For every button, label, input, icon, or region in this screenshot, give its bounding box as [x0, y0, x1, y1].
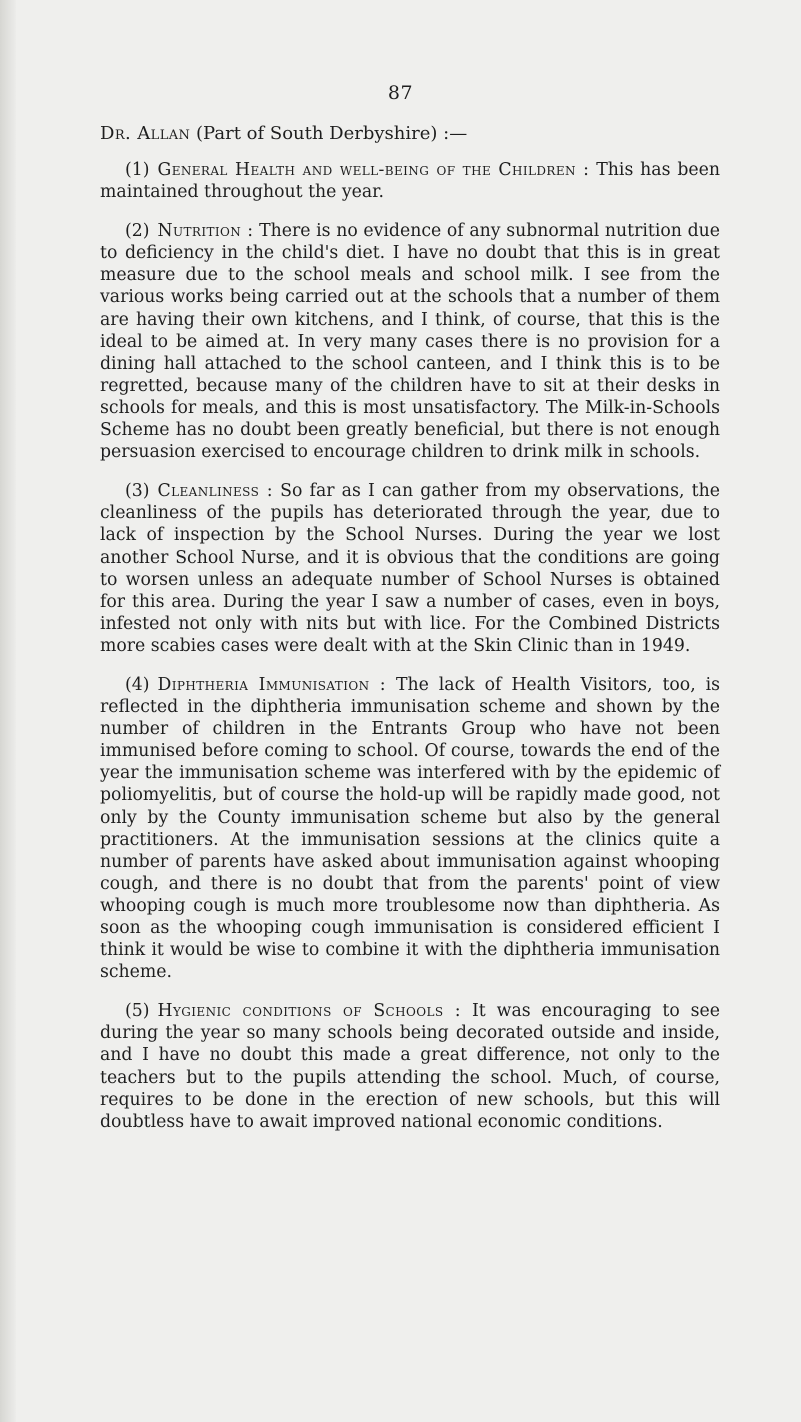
paragraph-title: Diphtheria Immunisation :: [157, 674, 387, 695]
page-number: 87: [387, 82, 414, 104]
section-heading: [100, 123, 720, 145]
heading-doctor-name: Dr. Allan: [100, 123, 191, 144]
heading-area: (Part of South Derbyshire) :—: [196, 123, 468, 144]
paragraph-title: Cleanliness :: [157, 481, 273, 502]
paragraph-title: Nutrition :: [157, 221, 254, 242]
paragraph-text: It was encouraging to see during the year so many schools being decorated outside and inside, and I have no doubt this made a great difference, not only to the teachers but to the pupils attending the school. Much, of course, requires to be done in the erection of new schools, but this will doubtless have to await improved national economic conditions.: [100, 1001, 721, 1132]
paragraph-hygienic-conditions: [100, 1000, 720, 1133]
paragraph-text: The lack of Health Visitors, too, is reflected in the diphtheria immunisation scheme and shown by the number of children in the Entrants Group who have not been immunised before coming to school. Of course, towards the end of the year the immunisation scheme was interfered with by the epidemic of poliomyelitis, but of course the hold-up will be rapidly made good, not only by the County immunisation scheme but also by the general practitioners. At the immunisation sessions at the clinics quite a number of parents have asked about immunisation against whooping cough, and there is no doubt that from the parents' point of view whooping cough is much more troublesome now than diphtheria. As soon as the whooping cough immunisation is considered efficient I think it would be wise to combine it with the diphtheria immunisation scheme.: [100, 674, 720, 983]
paragraph-number: (2): [125, 221, 150, 242]
paragraph-number: (5): [125, 1001, 150, 1022]
paragraph-cleanliness: [100, 480, 720, 657]
paragraph-title: General Health and well-being of the Children :: [157, 160, 590, 180]
paragraph-text: So far as I can gather from my observations, the cleanliness of the pupils has deteriorated through the year, due to lack of inspection by the School Nurses. During the year we lost another School Nurse, and it is obvious that the conditions are going to worsen unless an adequate number of School Nurses is obtained for this area. During the year I saw a number of cases, even in boys, infested not only with nits but with lice. For the Combined Districts more scabies cases were dealt with at the Skin Clinic than in 1949.: [100, 481, 720, 656]
paragraph-number: (3): [125, 481, 150, 502]
report-body: [100, 149, 720, 1150]
paragraph-text: This has been maintained throughout the year.: [100, 160, 720, 203]
paragraph-diphtheria-immunisation: [100, 674, 720, 983]
paragraph-nutrition: [100, 220, 720, 463]
paragraph-number: (1): [125, 160, 150, 180]
paragraph-title: Hygienic conditions of Schools :: [157, 1001, 462, 1022]
paragraph-text: There is no evidence of any subnormal nutrition due to deficiency in the child's diet. I have no doubt that this is in great measure due to the school meals and school milk. I see from the various works being carried out at the schools that a number of them are having their own kitchens, and I think, of course, that this is the ideal to be aimed at. In very many cases there is no provision for a dining hall attached to the school canteen, and I think this is to be regretted, because many of the children have to sit at their desks in schools for meals, and this is most unsatisfactory. The Milk-in-Schools Scheme has no doubt been greatly beneficial, but there is not enough persuasion exercised to encourage children to drink milk in schools.: [100, 221, 720, 463]
paragraph-number: (4): [125, 674, 150, 695]
page-edge-shadow: [0, 0, 16, 1422]
paragraph-general-health: [100, 159, 720, 203]
